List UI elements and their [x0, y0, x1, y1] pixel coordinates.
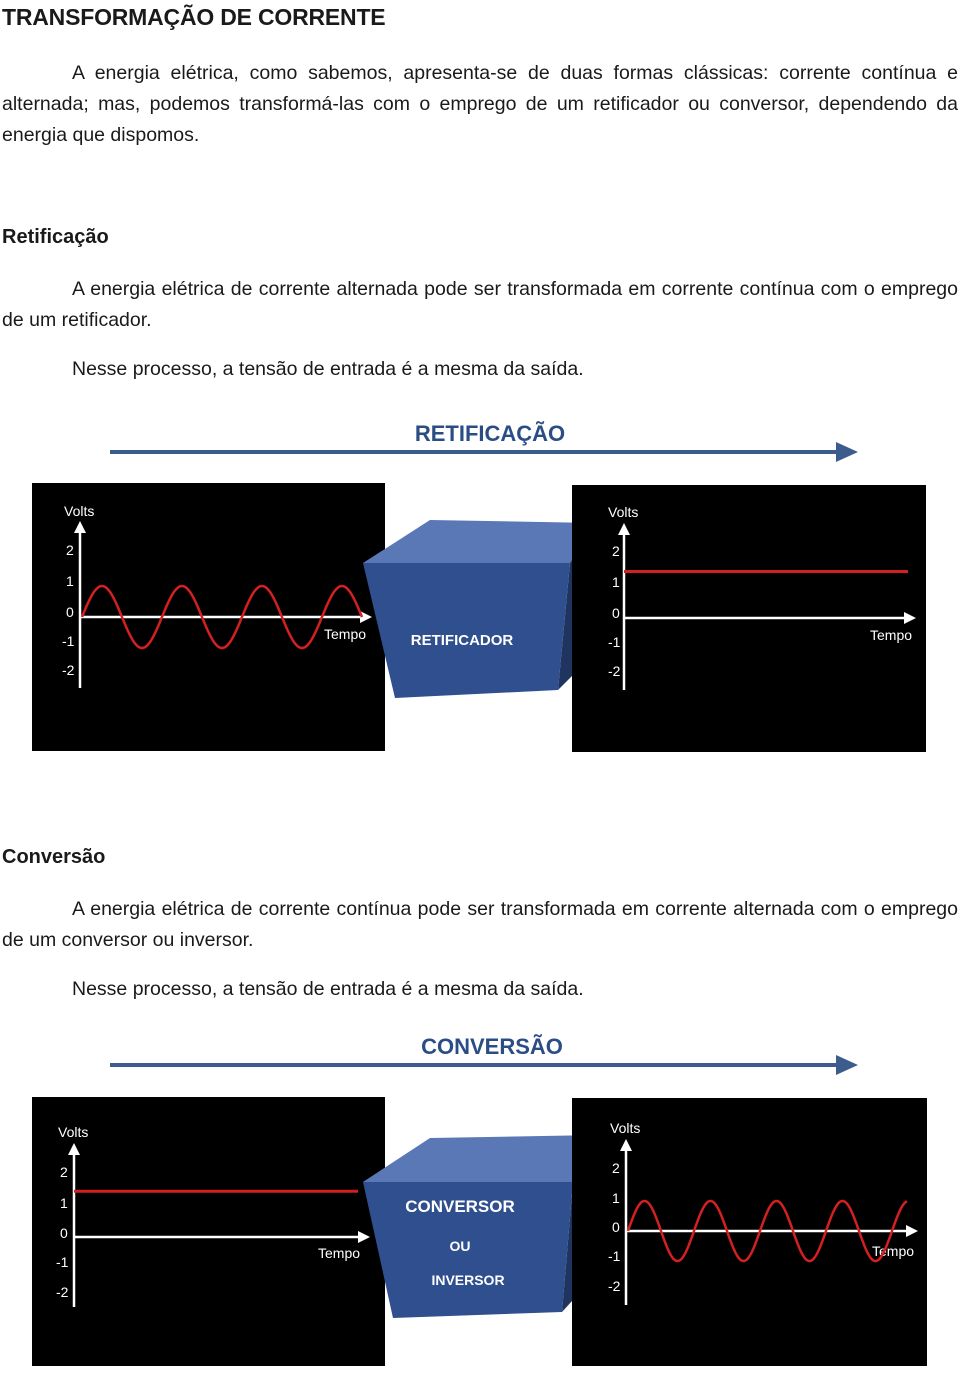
x-axis-label: Tempo — [870, 627, 913, 643]
x-axis-label: Tempo — [872, 1243, 915, 1259]
tick-label: 2 — [612, 1160, 620, 1176]
tick-label: -2 — [608, 1278, 621, 1294]
tick-label: -2 — [56, 1284, 69, 1300]
tick-label: 1 — [612, 1190, 620, 1206]
rectifier-box — [363, 520, 595, 698]
tick-label: 0 — [60, 1225, 68, 1241]
flow-arrow-head — [836, 442, 858, 462]
tick-label: 0 — [612, 1219, 620, 1235]
tick-label: 2 — [612, 543, 620, 559]
banner-title: RETIFICAÇÃO — [414, 421, 566, 446]
box-label-line3: INVERSOR — [431, 1272, 505, 1288]
tick-label: -1 — [608, 634, 621, 650]
y-axis-label: Volts — [610, 1120, 641, 1136]
tick-label: -1 — [62, 633, 75, 649]
box-top-face — [363, 520, 595, 563]
tick-label: 0 — [66, 604, 74, 620]
x-axis-label: Tempo — [318, 1245, 361, 1261]
box-top-face — [363, 1135, 598, 1182]
section-heading-retificacao: Retificação — [2, 226, 109, 248]
banner-title: CONVERSÃO — [421, 1034, 563, 1059]
flow-arrow-head — [836, 1055, 858, 1075]
retificacao-note: Nesse processo, a tensão de entrada é a mesma da saída. — [72, 358, 584, 380]
conversao-diagram — [30, 1022, 930, 1368]
retificacao-figure — [30, 405, 930, 760]
y-axis-label: Volts — [58, 1124, 89, 1140]
conversao-note: Nesse processo, a tensão de entrada é a mesma da saída. — [72, 978, 584, 1000]
tick-label: 1 — [612, 574, 620, 590]
x-axis-label: Tempo — [324, 626, 367, 642]
box-label-line1: CONVERSOR — [405, 1197, 515, 1216]
conversao-figure — [30, 1022, 930, 1368]
box-label: RETIFICADOR — [410, 632, 514, 649]
input-graph-panel — [32, 1097, 385, 1366]
y-axis-label: Volts — [64, 503, 95, 519]
retificacao-diagram — [30, 405, 930, 760]
output-graph-panel — [572, 485, 926, 752]
section-heading-conversao: Conversão — [2, 846, 106, 868]
converter-box — [363, 1135, 598, 1318]
box-front-face — [363, 563, 570, 698]
y-axis-label: Volts — [608, 504, 639, 520]
intro-paragraph: A energia elétrica, como sabemos, apresenta-se de duas formas clássicas: corrente contínua e alternada; mas, podemos transformá-las com o emprego de um retificador ou conversor, dependendo da energia que dispomos. — [2, 62, 958, 146]
tick-label: -2 — [608, 663, 621, 679]
retificacao-paragraph: A energia elétrica de corrente alternada pode ser transformada em corrente contínua com o emprego de um retificador. — [2, 278, 958, 331]
input-graph-panel — [32, 483, 385, 751]
tick-label: 2 — [60, 1164, 68, 1180]
output-graph-panel — [572, 1098, 927, 1366]
tick-label: -1 — [608, 1248, 621, 1264]
page-title: TRANSFORMAÇÃO DE CORRENTE — [2, 4, 386, 30]
tick-label: 2 — [66, 542, 74, 558]
tick-label: 1 — [60, 1195, 68, 1211]
tick-label: 1 — [66, 573, 74, 589]
tick-label: -2 — [62, 662, 75, 678]
box-label-line2: OU — [449, 1238, 471, 1254]
conversao-paragraph: A energia elétrica de corrente contínua pode ser transformada em corrente alternada com o emprego de um conversor ou inversor. — [2, 898, 958, 951]
tick-label: 0 — [612, 605, 620, 621]
tick-label: -1 — [56, 1254, 69, 1270]
